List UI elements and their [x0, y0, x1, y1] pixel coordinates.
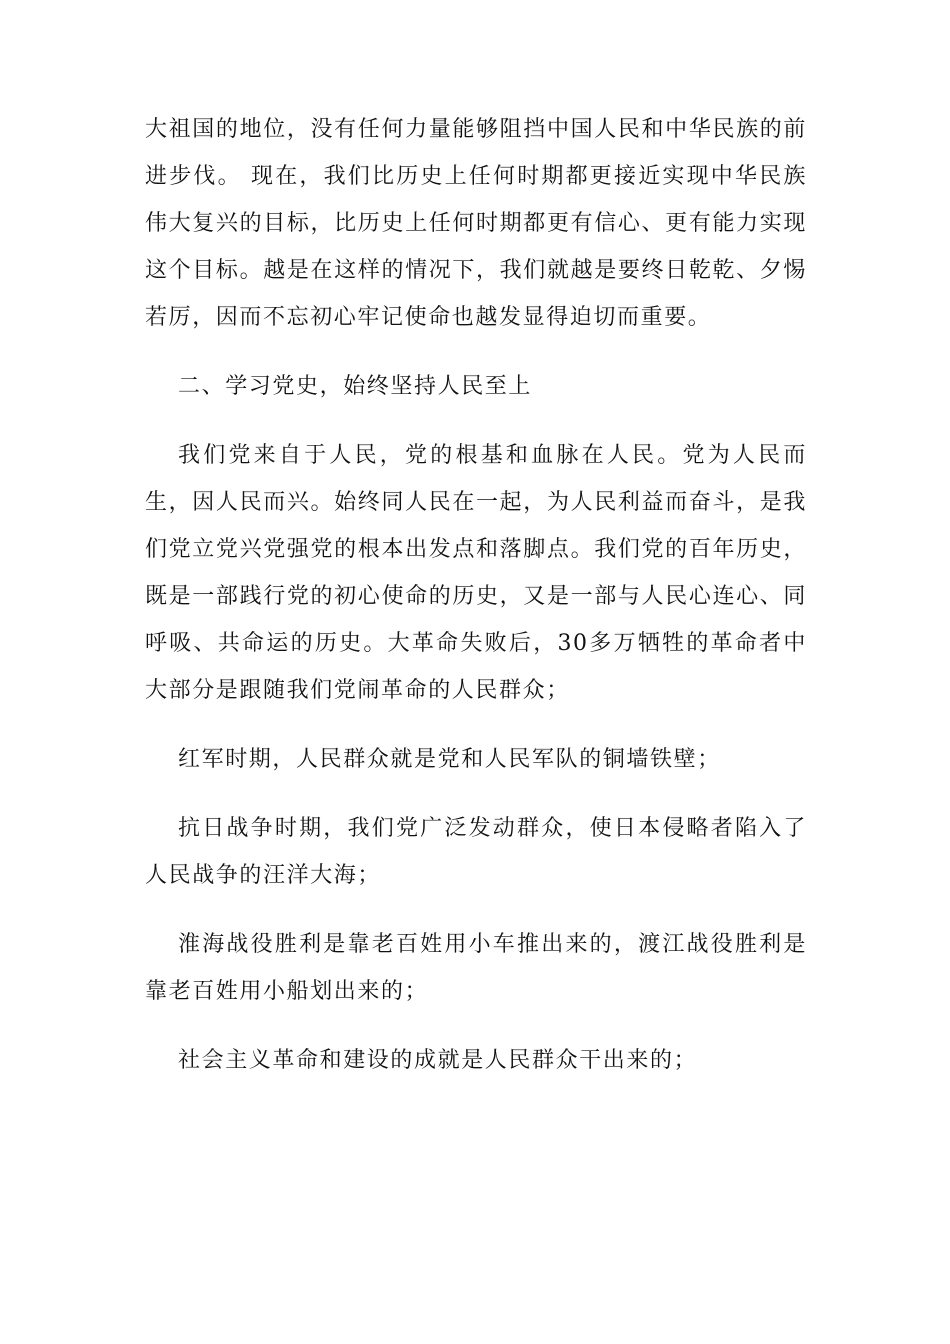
paragraph-red-army: 红军时期，人民群众就是党和人民军队的铜墙铁壁；: [178, 747, 721, 772]
document-body: [145, 106, 807, 1106]
paragraph-anti-japanese-war: 抗日战争时期，我们党广泛发动群众，使日本侵略者陷入了人民战争的汪洋大海；: [145, 816, 807, 888]
paragraph-socialist-construction: 社会主义革命和建设的成就是人民群众干出来的；: [178, 1048, 698, 1073]
paragraph-huaihai-campaign: 淮海战役胜利是靠老百姓用小车推出来的，渡江战役胜利是靠老百姓用小船划出来的；: [145, 932, 807, 1004]
section-heading: 二、学习党史，始终坚持人民至上: [178, 374, 533, 399]
paragraph-people-roots: 我们党来自于人民，党的根基和血脉在人民。党为人民而生，因人民而兴。始终同人民在一起，为人民利益而奋斗，是我们党立党兴党强党的根本出发点和落脚点。我们党的百年历史，既是一部践行党的初心使命的历史，又是一部与人民心连心、同呼吸、共命运的历史。大革命失败后，30多万牺牲的革命者中大部分是跟随我们党闹革命的人民群众；: [145, 443, 807, 703]
paragraph-continuation: 大祖国的地位，没有任何力量能够阻挡中国人民和中华民族的前进步伐。 现在，我们比历史上任何时期都更接近实现中华民族伟大复兴的目标，比历史上任何时期都更有信心、更有能力实现这个目标。越是在这样的情况下，我们就越是要终日乾乾、夕惕若厉，因而不忘初心牢记使命也越发显得迫切而重要。: [145, 117, 807, 330]
